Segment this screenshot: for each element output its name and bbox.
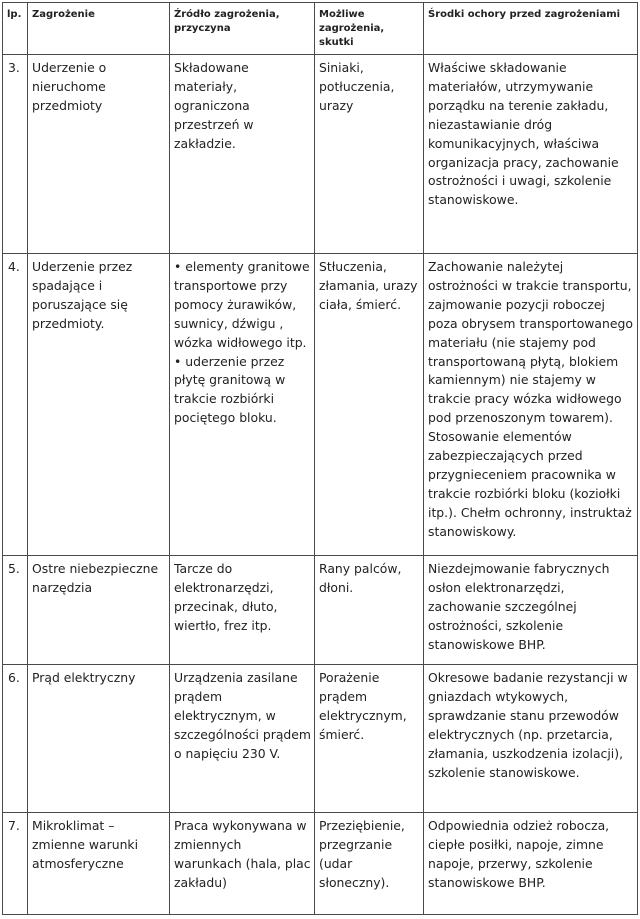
header-source: Źródło zagrożenia, przyczyna [170, 3, 315, 55]
measures-cell: Zachowanie należytej ostrożności w trakcie transportu, zajmowanie pozycji roboczej poza obrysem transportowanego materiału (nie stajemy pod transportowaną płytą, blokiem kamiennym) nie stajemy w trakcie pracy wózka widłowego pod przenoszonym towarem). Stosowanie elementów zabezpieczających przed przygnieceniem pracownika w trakcie rozbiórki bloku (koziołki itp.). Chełm ochronny, instruktaż stanowiskowy. [424, 254, 638, 556]
hazard-cell: Mikroklimat – zmienne warunki atmosferyczne [28, 813, 170, 915]
source-cell [170, 254, 315, 556]
source-item: Składowane materiały, ograniczona przestrzeń w zakładzie. [174, 60, 254, 151]
source-cell [170, 556, 315, 665]
effects-cell: Siniaki, potłuczenia, urazy [315, 55, 424, 254]
source-cell [170, 55, 315, 254]
measures-cell: Okresowe badanie rezystancji w gniazdach wtykowych, sprawdzanie stanu przewodów elektrycznych (np. przetarcia, złamania, uszkodzenia izolacji), szkolenie stanowiskowe. [424, 665, 638, 813]
effects-cell: Przeziębienie, przegrzanie (udar słoneczny). [315, 813, 424, 915]
effects-cell: Porażenie prądem elektrycznym, śmierć. [315, 665, 424, 813]
header-row [3, 3, 638, 55]
source-cell [170, 665, 315, 813]
row-number: 7. [3, 813, 28, 915]
table-row [3, 254, 638, 556]
hazard-cell: Ostre niebezpieczne narzędzia [28, 556, 170, 665]
source-item: • uderzenie przez płytę granitową w trakcie rozbiórki pociętego bloku. [174, 353, 286, 426]
table-row [3, 55, 638, 254]
effects-cell: Rany palców, dłoni. [315, 556, 424, 665]
table-row [3, 556, 638, 665]
row-number: 4. [3, 254, 28, 556]
effects-cell: Stłuczenia, złamania, urazy ciała, śmierć. [315, 254, 424, 556]
hazard-cell: Prąd elektryczny [28, 665, 170, 813]
source-item: Praca wykonywana w zmiennych warunkach (hala, plac zakładu) [174, 818, 311, 890]
source-item: Tarcze do elektronarzędzi, przecinak, dłuto, wiertło, frez itp. [174, 561, 278, 633]
source-item: • elementy granitowe transportowe przy pomocy żurawików, suwnicy, dźwigu , wózka widłowego itp. [174, 259, 310, 350]
measures-cell: Odpowiednia odzież robocza, ciepłe posiłki, napoje, zimne napoje, przerwy, szkolenie stanowiskowe BHP. [424, 813, 638, 915]
hazard-table [2, 2, 638, 915]
header-lp: lp. [3, 3, 28, 55]
hazard-cell: Uderzenie o nieruchome przedmioty [28, 55, 170, 254]
row-number: 6. [3, 665, 28, 813]
source-cell [170, 813, 315, 915]
row-number: 3. [3, 55, 28, 254]
source-item: Urządzenia zasilane prądem elektrycznym, w szczególności prądem o napięciu 230 V. [174, 670, 311, 761]
header-hazard: Zagrożenie [28, 3, 170, 55]
row-number: 5. [3, 556, 28, 665]
measures-cell: Niezdejmowanie fabrycznych osłon elektronarzędzi, zachowanie szczególnej ostrożności, szkolenie stanowiskowe BHP. [424, 556, 638, 665]
header-effects: Możliwe zagrożenia, skutki [315, 3, 424, 55]
header-measures: Środki ochory przed zagrożeniami [424, 3, 638, 55]
table-row [3, 665, 638, 813]
table-row [3, 813, 638, 915]
measures-cell: Właściwe składowanie materiałów, utrzymywanie porządku na terenie zakładu, niezastawianie dróg komunikacyjnych, właściwa organizacja pracy, zachowanie ostrożności i uwagi, szkolenie stanowiskowe. [424, 55, 638, 254]
hazard-cell: Uderzenie przez spadające i poruszające się przedmioty. [28, 254, 170, 556]
